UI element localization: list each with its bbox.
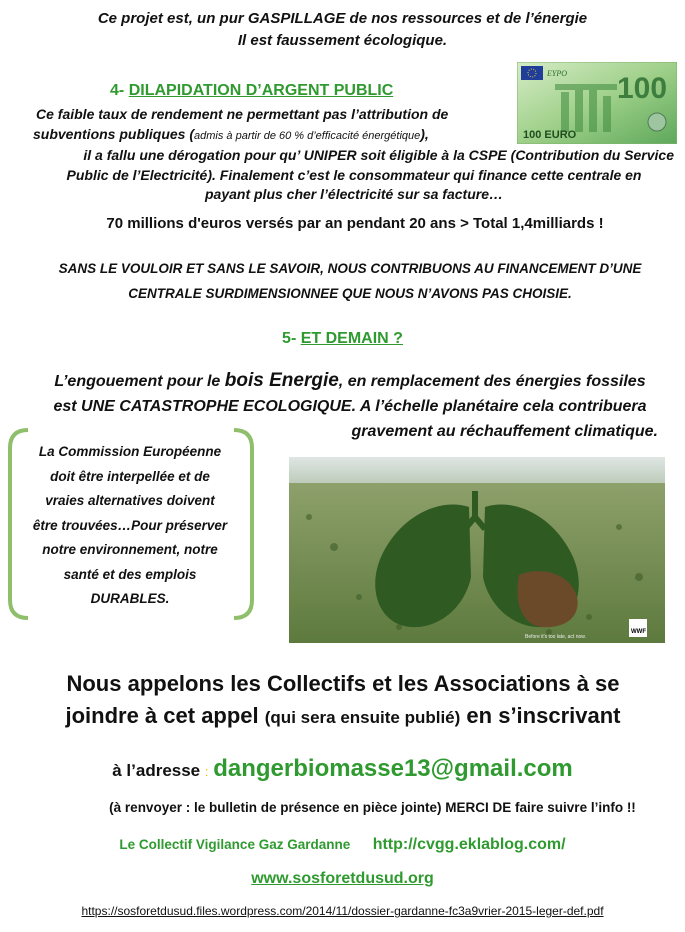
bracket-line: vraies alternatives doivent	[45, 493, 215, 508]
section-5-line-1: L’engouement pour le bois Energie, en remplacement des énergies fossiles	[54, 370, 646, 391]
appeal-line-1: Nous appelons les Collectifs et les Associations à se	[66, 671, 620, 696]
section-5-number: 5-	[282, 330, 297, 347]
email-address[interactable]: dangerbiomasse13@gmail.com	[213, 755, 573, 782]
bracket-text	[22, 440, 238, 612]
total-amount: 70 millions d'euros versés par an pendant 20 ans > Total 1,4milliards !	[106, 215, 604, 232]
section-5-heading	[0, 330, 685, 348]
appeal-line-2: joindre à cet appel (qui sera ensuite publié) en s’inscrivant	[65, 703, 621, 728]
deforested-lungs-image	[289, 457, 665, 643]
warning-line-2: CENTRALE SURDIMENSIONNEE QUE NOUS N’AVONS PAS CHOISIE.	[128, 286, 572, 301]
warning-text	[30, 256, 670, 306]
pdf-link[interactable]: https://sosforetdusud.files.wordpress.com/2014/11/dossier-gardanne-fc3a9vrier-2015-leger-def.pdf	[81, 904, 604, 918]
bracket-line: être trouvées…Pour préserver	[32, 517, 228, 533]
intro-line-1: Ce projet est, un pur GASPILLAGE de nos ressources et de l’énergie	[97, 10, 588, 27]
section-5-line-3: gravement au réchauffement climatique.	[351, 423, 658, 440]
section-4-title: DILAPIDATION D’ARGENT PUBLIC	[128, 82, 394, 99]
section-4-line-3: il a fallu une dérogation pour qu’ UNIPER soit éligible à la CSPE (Contribution du Service	[83, 147, 674, 163]
bracket-line: santé et des emplois	[63, 566, 197, 582]
section-4-line-5: payant plus cher l’électricité sur sa facture…	[204, 186, 503, 202]
bracket-line: notre environnement, notre	[42, 542, 218, 557]
wwf-logo: WWF	[631, 629, 646, 635]
collectif-line	[0, 836, 685, 854]
address-line	[0, 755, 685, 783]
bill-flag-text: EYPO	[547, 69, 567, 78]
section-5-title: ET DEMAIN ?	[300, 330, 403, 347]
intro-text	[30, 8, 655, 52]
bill-label: 100 EURO	[523, 129, 577, 141]
section-4-number: 4-	[110, 82, 125, 99]
collectif-name: Le Collectif Vigilance Gaz Gardanne	[119, 837, 351, 852]
section-4-line-4: Public de l’Electricité). Finalement c’est le consommateur qui finance cette centrale en	[66, 166, 642, 183]
warning-line-1: SANS LE VOULOIR ET SANS LE SAVOIR, NOUS CONTRIBUONS AU FINANCEMENT D’UNE	[58, 261, 642, 276]
section-4-line-1: Ce faible taux de rendement ne permettant pas l’attribution de	[36, 106, 449, 122]
bracket-line: doit être interpellée et de	[50, 468, 210, 484]
address-colon: :	[204, 764, 209, 779]
bracket-line: DURABLES.	[90, 591, 170, 606]
renvoi-text: (à renvoyer : le bulletin de présence en pièce jointe) MERCI DE faire suivre l’info !!	[109, 800, 636, 815]
bill-value: 100	[617, 72, 668, 105]
appeal-text	[18, 668, 668, 734]
section-4-line-2: subventions publiques (admis à partir de 60 % d’efficacité énergétique),	[33, 125, 429, 142]
section-4-heading	[110, 82, 393, 100]
section-4-paragraph	[28, 105, 680, 205]
lungs-caption: Before it's too late, act now.	[525, 634, 586, 640]
address-label: à l’adresse	[112, 761, 205, 780]
bracket-line: La Commission Européenne	[38, 444, 222, 459]
section-5-line-2: est UNE CATASTROPHE ECOLOGIQUE. A l’échelle planétaire cela contribuera	[53, 398, 647, 415]
collectif-url-link[interactable]: http://cvgg.eklablog.com/	[372, 836, 566, 853]
site-link[interactable]: www.sosforetdusud.org	[251, 870, 434, 887]
intro-line-2: Il est faussement écologique.	[237, 32, 448, 49]
pdf-link-line	[0, 904, 685, 918]
